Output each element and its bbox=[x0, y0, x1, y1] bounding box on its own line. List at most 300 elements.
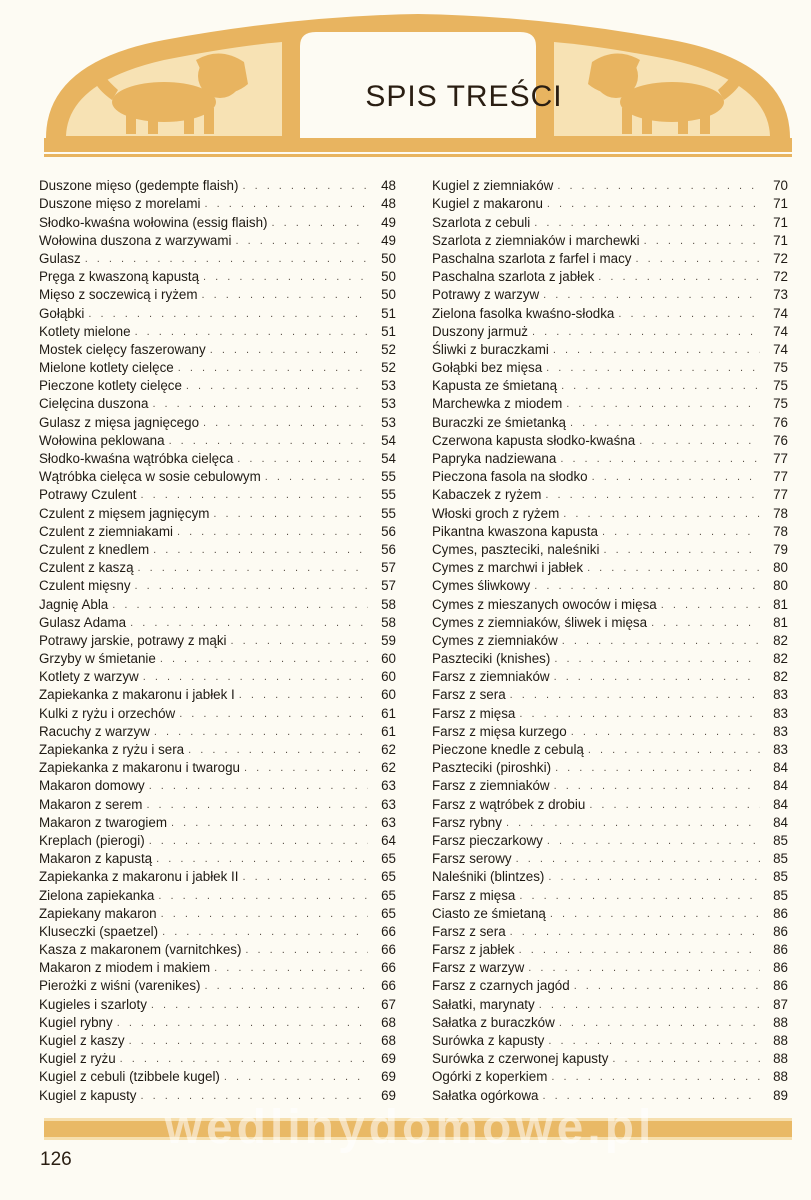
entry-page: 62 bbox=[381, 742, 396, 757]
toc-entry bbox=[432, 431, 788, 449]
entry-page: 77 bbox=[773, 469, 788, 485]
dot-leader bbox=[149, 834, 368, 849]
entry-page: 55 bbox=[381, 469, 396, 485]
entry-page: 60 bbox=[381, 651, 396, 667]
toc-entry bbox=[432, 649, 788, 667]
toc-entry bbox=[39, 776, 396, 794]
toc-entry bbox=[432, 376, 788, 394]
dot-leader bbox=[519, 943, 760, 958]
dot-leader bbox=[224, 1070, 368, 1085]
entry-title: Jagnię Abla bbox=[39, 596, 109, 612]
toc-entry bbox=[39, 194, 396, 212]
entry-title: Papryka nadziewana bbox=[432, 451, 557, 466]
entry-page: 60 bbox=[381, 687, 396, 703]
dot-leader bbox=[570, 416, 760, 431]
entry-title: Mielone kotlety cielęce bbox=[39, 360, 174, 376]
toc-entry bbox=[432, 976, 788, 994]
toc-entry bbox=[432, 776, 788, 794]
toc-entry bbox=[432, 685, 788, 703]
toc-entry bbox=[39, 758, 396, 776]
dot-leader bbox=[562, 634, 760, 649]
dot-leader bbox=[661, 598, 760, 613]
entry-title: Kluseczki (spaetzel) bbox=[39, 923, 159, 939]
dot-leader bbox=[563, 507, 760, 522]
entry-page: 80 bbox=[773, 560, 788, 576]
entry-page: 81 bbox=[773, 614, 788, 630]
entry-page: 82 bbox=[773, 669, 788, 685]
entry-page: 86 bbox=[773, 978, 788, 994]
toc-left-column bbox=[39, 176, 396, 1104]
entry-page: 61 bbox=[381, 705, 396, 721]
toc-entry bbox=[432, 194, 788, 212]
entry-page: 86 bbox=[773, 960, 788, 976]
dot-leader bbox=[554, 670, 760, 685]
entry-title: Farsz z mięsa bbox=[432, 705, 516, 721]
toc-entry bbox=[432, 522, 788, 540]
entry-page: 63 bbox=[381, 796, 396, 812]
toc-entry bbox=[39, 1031, 396, 1049]
entry-page: 82 bbox=[773, 632, 788, 648]
entry-page: 69 bbox=[381, 1069, 396, 1085]
toc-entry bbox=[39, 376, 396, 394]
dot-leader bbox=[152, 397, 368, 412]
entry-page: 84 bbox=[773, 778, 788, 794]
entry-title: Cymes śliwkowy bbox=[432, 578, 531, 594]
toc-entry bbox=[39, 231, 396, 249]
dot-leader bbox=[559, 1016, 760, 1031]
dot-leader bbox=[548, 870, 760, 885]
dot-leader bbox=[574, 979, 760, 994]
entry-title: Buraczki ze śmietanką bbox=[432, 414, 566, 430]
entry-title: Zapiekanka z makaronu i jabłek II bbox=[39, 869, 239, 885]
dot-leader bbox=[589, 798, 760, 813]
entry-title: Surówka z kapusty bbox=[432, 1033, 545, 1048]
dot-leader bbox=[242, 179, 368, 194]
entry-page: 64 bbox=[381, 832, 396, 848]
toc-entry bbox=[432, 449, 788, 467]
entry-page: 63 bbox=[381, 814, 396, 830]
dot-leader bbox=[588, 743, 760, 758]
entry-page: 62 bbox=[381, 760, 396, 776]
dot-leader bbox=[160, 652, 368, 667]
dot-leader bbox=[560, 452, 760, 467]
entry-title: Czulent z ziemniakami bbox=[39, 523, 173, 539]
toc-entry bbox=[432, 394, 788, 412]
dot-leader bbox=[156, 852, 368, 867]
dot-leader bbox=[130, 616, 368, 631]
entry-title: Marchewka z miodem bbox=[432, 396, 563, 412]
dot-leader bbox=[205, 197, 369, 212]
entry-title: Włoski groch z ryżem bbox=[432, 505, 560, 521]
dot-leader bbox=[545, 488, 760, 503]
toc-entry bbox=[39, 667, 396, 685]
entry-title: Kugiel z ziemniaków bbox=[432, 178, 554, 194]
toc-entry bbox=[432, 249, 788, 267]
entry-title: Zielona fasolka kwaśno-słodka bbox=[432, 305, 615, 321]
entry-title: Zielona zapiekanka bbox=[39, 887, 155, 903]
toc-entry bbox=[432, 1067, 788, 1085]
toc-entry bbox=[432, 940, 788, 958]
entry-page: 65 bbox=[381, 869, 396, 885]
entry-page: 53 bbox=[381, 378, 396, 394]
entry-title: Farsz z mięsa kurzego bbox=[432, 723, 567, 739]
entry-title: Sałatki, marynaty bbox=[432, 996, 535, 1012]
entry-title: Makaron domowy bbox=[39, 778, 145, 794]
toc-entry bbox=[39, 813, 396, 831]
entry-page: 77 bbox=[773, 487, 788, 503]
entry-title: Kugiel rybny bbox=[39, 1014, 113, 1030]
entry-title: Paschalna szarlota z jabłek bbox=[432, 269, 595, 285]
dot-leader bbox=[554, 652, 760, 667]
dot-leader bbox=[143, 670, 368, 685]
toc-entry bbox=[39, 522, 396, 540]
entry-page: 86 bbox=[773, 942, 788, 958]
entry-title: Słodko-kwaśna wołowina (essig flaish) bbox=[39, 214, 268, 230]
dot-leader bbox=[203, 270, 368, 285]
entry-title: Farsz z czarnych jagód bbox=[432, 978, 570, 994]
dot-leader bbox=[231, 634, 368, 649]
dot-leader bbox=[141, 488, 369, 503]
entry-title: Farsz z sera bbox=[432, 687, 506, 703]
toc-entry bbox=[39, 740, 396, 758]
entry-page: 61 bbox=[381, 723, 396, 739]
toc-entry bbox=[39, 958, 396, 976]
entry-title: Cymes z mieszanych owoców i mięsa bbox=[432, 596, 657, 612]
toc-entry bbox=[432, 1031, 788, 1049]
dot-leader bbox=[202, 288, 369, 303]
entry-title: Kotlety z warzyw bbox=[39, 669, 139, 685]
dot-leader bbox=[178, 361, 368, 376]
toc-entry bbox=[39, 212, 396, 230]
entry-page: 71 bbox=[773, 232, 788, 248]
toc-entry bbox=[39, 340, 396, 358]
dot-leader bbox=[177, 525, 368, 540]
dot-leader bbox=[162, 925, 368, 940]
entry-title: Makaron z serem bbox=[39, 796, 143, 812]
entry-title: Naleśniki (blintzes) bbox=[432, 869, 545, 885]
entry-title: Pikantna kwaszona kapusta bbox=[432, 523, 598, 539]
toc-entry bbox=[432, 503, 788, 521]
dot-leader bbox=[88, 307, 368, 322]
dot-leader bbox=[602, 525, 760, 540]
entry-page: 55 bbox=[381, 505, 396, 521]
dot-leader bbox=[519, 889, 760, 904]
entry-page: 84 bbox=[773, 814, 788, 830]
entry-page: 52 bbox=[381, 360, 396, 376]
toc-entry bbox=[39, 867, 396, 885]
dot-leader bbox=[548, 1034, 760, 1049]
dot-leader bbox=[154, 725, 368, 740]
entry-page: 56 bbox=[381, 541, 396, 557]
dot-leader bbox=[635, 252, 760, 267]
toc-entry bbox=[432, 904, 788, 922]
dot-leader bbox=[214, 961, 368, 976]
entry-title: Gulasz bbox=[39, 250, 81, 266]
entry-title: Czerwona kapusta słodko-kwaśna bbox=[432, 432, 636, 448]
toc-entry bbox=[39, 594, 396, 612]
dot-leader bbox=[534, 579, 760, 594]
entry-title: Czulent z mięsem jagnięcym bbox=[39, 505, 210, 521]
dot-leader bbox=[171, 816, 368, 831]
dot-leader bbox=[161, 907, 368, 922]
dot-leader bbox=[129, 1034, 368, 1049]
entry-title: Farsz z ziemniaków bbox=[432, 778, 550, 794]
toc-entry bbox=[39, 722, 396, 740]
entry-title: Cymes, paszteciki, naleśniki bbox=[432, 541, 600, 557]
entry-title: Farsz z sera bbox=[432, 923, 506, 939]
entry-page: 66 bbox=[381, 978, 396, 994]
entry-page: 78 bbox=[773, 523, 788, 539]
toc-entry bbox=[39, 685, 396, 703]
entry-page: 55 bbox=[381, 487, 396, 503]
entry-title: Duszone mięso (gedempte flaish) bbox=[39, 178, 239, 194]
toc-entry bbox=[39, 1013, 396, 1031]
toc-entry bbox=[432, 703, 788, 721]
entry-page: 83 bbox=[773, 723, 788, 739]
dot-leader bbox=[551, 1070, 760, 1085]
toc-entry bbox=[432, 594, 788, 612]
toc-right-column bbox=[432, 176, 788, 1104]
entry-page: 50 bbox=[381, 250, 396, 266]
dot-leader bbox=[85, 252, 368, 267]
entry-page: 72 bbox=[773, 250, 788, 266]
entry-page: 83 bbox=[773, 687, 788, 703]
entry-title: Pieczone knedle z cebulą bbox=[432, 742, 584, 757]
dot-leader bbox=[149, 779, 368, 794]
entry-page: 49 bbox=[381, 232, 396, 248]
dot-leader bbox=[271, 216, 368, 231]
toc-entry bbox=[432, 740, 788, 758]
entry-title: Paschalna szarlota z farfel i macy bbox=[432, 250, 632, 266]
entry-title: Paszteciki (knishes) bbox=[432, 651, 551, 667]
toc-entry bbox=[432, 467, 788, 485]
entry-title: Kugiel z ryżu bbox=[39, 1051, 116, 1067]
entry-title: Pierożki z wiśni (varenikes) bbox=[39, 978, 201, 994]
dot-leader bbox=[506, 816, 760, 831]
entry-page: 80 bbox=[773, 578, 788, 594]
entry-title: Kabaczek z ryżem bbox=[432, 487, 542, 503]
dot-leader bbox=[244, 761, 368, 776]
entry-title: Pręga z kwaszoną kapustą bbox=[39, 269, 200, 285]
entry-title: Farsz serowy bbox=[432, 851, 512, 867]
toc-entry bbox=[432, 885, 788, 903]
dot-leader bbox=[186, 379, 368, 394]
entry-title: Sałatka z buraczków bbox=[432, 1014, 555, 1030]
dot-leader bbox=[532, 325, 760, 340]
toc-entry bbox=[39, 431, 396, 449]
entry-page: 84 bbox=[773, 796, 788, 812]
entry-title: Kotlety mielone bbox=[39, 323, 131, 339]
toc-entry bbox=[39, 885, 396, 903]
entry-title: Cymes z marchwi i jabłek bbox=[432, 560, 584, 576]
entry-page: 57 bbox=[381, 578, 396, 594]
toc-entry bbox=[39, 831, 396, 849]
entry-page: 63 bbox=[381, 778, 396, 794]
dot-leader bbox=[213, 507, 368, 522]
entry-page: 60 bbox=[381, 669, 396, 685]
entry-page: 59 bbox=[381, 632, 396, 648]
entry-title: Farsz z warzyw bbox=[432, 960, 525, 976]
dot-leader bbox=[555, 761, 760, 776]
entry-page: 68 bbox=[381, 1033, 396, 1048]
dot-leader bbox=[651, 616, 760, 631]
toc-entry bbox=[432, 558, 788, 576]
toc-entry bbox=[432, 722, 788, 740]
entry-title: Czulent z kaszą bbox=[39, 560, 134, 576]
entry-title: Gołąbki bez mięsa bbox=[432, 360, 543, 376]
entry-title: Duszone mięso z morelami bbox=[39, 196, 201, 212]
dot-leader bbox=[561, 379, 760, 394]
toc-entry bbox=[432, 631, 788, 649]
entry-title: Sałatka ogórkowa bbox=[432, 1087, 539, 1103]
dot-leader bbox=[528, 961, 760, 976]
entry-page: 77 bbox=[773, 451, 788, 466]
entry-page: 48 bbox=[381, 178, 396, 194]
toc-entry bbox=[39, 1049, 396, 1067]
dot-leader bbox=[546, 361, 760, 376]
dot-leader bbox=[188, 743, 368, 758]
dot-leader bbox=[543, 288, 760, 303]
entry-page: 74 bbox=[773, 323, 788, 339]
dot-leader bbox=[603, 543, 760, 558]
entry-title: Kugiel z kaszy bbox=[39, 1033, 125, 1048]
toc-entry bbox=[39, 794, 396, 812]
entry-page: 81 bbox=[773, 596, 788, 612]
entry-title: Pieczona fasola na słodko bbox=[432, 469, 588, 485]
entry-title: Potrawy Czulent bbox=[39, 487, 137, 503]
entry-page: 74 bbox=[773, 305, 788, 321]
dot-leader bbox=[237, 452, 368, 467]
dot-leader bbox=[169, 434, 368, 449]
entry-page: 84 bbox=[773, 760, 788, 776]
entry-page: 58 bbox=[381, 614, 396, 630]
entry-page: 66 bbox=[381, 942, 396, 958]
entry-title: Cielęcina duszona bbox=[39, 396, 149, 412]
toc-entry bbox=[432, 540, 788, 558]
toc-entry bbox=[432, 667, 788, 685]
toc-entry bbox=[39, 485, 396, 503]
toc-entry bbox=[432, 176, 788, 194]
dot-leader bbox=[519, 707, 760, 722]
entry-title: Kugiel z makaronu bbox=[432, 196, 543, 212]
dot-leader bbox=[534, 216, 760, 231]
dot-leader bbox=[153, 543, 368, 558]
dot-leader bbox=[203, 416, 368, 431]
entry-page: 76 bbox=[773, 414, 788, 430]
entry-page: 82 bbox=[773, 651, 788, 667]
dot-leader bbox=[146, 798, 368, 813]
entry-title: Kugiel z cebuli (tzibbele kugel) bbox=[39, 1069, 220, 1085]
toc-entry bbox=[39, 394, 396, 412]
entry-title: Makaron z miodem i makiem bbox=[39, 960, 211, 976]
dot-leader bbox=[265, 470, 368, 485]
toc-entry bbox=[39, 249, 396, 267]
entry-title: Słodko-kwaśna wątróbka cielęca bbox=[39, 451, 234, 466]
toc-entry bbox=[39, 904, 396, 922]
dot-leader bbox=[547, 197, 760, 212]
entry-page: 86 bbox=[773, 905, 788, 921]
dot-leader bbox=[587, 561, 760, 576]
page-title: SPIS TREŚCI bbox=[365, 80, 563, 113]
toc-entry bbox=[432, 267, 788, 285]
toc-entry bbox=[432, 303, 788, 321]
entry-title: Makaron z kapustą bbox=[39, 851, 153, 867]
toc-entry bbox=[39, 322, 396, 340]
entry-page: 50 bbox=[381, 269, 396, 285]
toc-entry bbox=[432, 922, 788, 940]
toc-entry bbox=[432, 231, 788, 249]
entry-page: 88 bbox=[773, 1069, 788, 1085]
entry-page: 83 bbox=[773, 705, 788, 721]
toc-entry bbox=[39, 922, 396, 940]
entry-page: 85 bbox=[773, 869, 788, 885]
entry-page: 65 bbox=[381, 887, 396, 903]
toc-entry bbox=[432, 613, 788, 631]
entry-page: 85 bbox=[773, 851, 788, 867]
entry-title: Wątróbka cielęca w sosie cebulowym bbox=[39, 469, 261, 485]
header-line bbox=[44, 154, 792, 157]
entry-title: Szarlota z ziemniaków i marchewki bbox=[432, 232, 640, 248]
entry-page: 56 bbox=[381, 523, 396, 539]
dot-leader bbox=[644, 234, 760, 249]
entry-page: 85 bbox=[773, 832, 788, 848]
dot-leader bbox=[245, 943, 368, 958]
entry-page: 89 bbox=[773, 1087, 788, 1103]
entry-title: Gulasz z mięsa jagnięcego bbox=[39, 414, 200, 430]
toc-entry bbox=[39, 540, 396, 558]
entry-title: Farsz z jabłek bbox=[432, 942, 515, 958]
entry-page: 50 bbox=[381, 287, 396, 303]
entry-page: 53 bbox=[381, 414, 396, 430]
toc-entry bbox=[39, 358, 396, 376]
dot-leader bbox=[566, 397, 760, 412]
toc-entry bbox=[432, 485, 788, 503]
entry-page: 54 bbox=[381, 432, 396, 448]
toc-entry bbox=[432, 813, 788, 831]
entry-page: 51 bbox=[381, 323, 396, 339]
toc-entry bbox=[432, 576, 788, 594]
toc-entry bbox=[432, 358, 788, 376]
dot-leader bbox=[236, 234, 368, 249]
toc-entry bbox=[39, 503, 396, 521]
entry-title: Duszony jarmuż bbox=[432, 323, 528, 339]
watermark: wedlinydomowe.pl bbox=[164, 1101, 656, 1154]
toc-entry bbox=[39, 267, 396, 285]
entry-page: 86 bbox=[773, 923, 788, 939]
entry-page: 85 bbox=[773, 887, 788, 903]
dot-leader bbox=[239, 688, 368, 703]
entry-page: 75 bbox=[773, 360, 788, 376]
toc-entry bbox=[432, 322, 788, 340]
entry-title: Ciasto ze śmietaną bbox=[432, 905, 546, 921]
entry-title: Kasza z makaronem (varnitchkes) bbox=[39, 942, 242, 958]
entry-page: 76 bbox=[773, 432, 788, 448]
entry-page: 72 bbox=[773, 269, 788, 285]
toc-entry bbox=[39, 613, 396, 631]
dot-leader bbox=[179, 707, 368, 722]
entry-page: 66 bbox=[381, 960, 396, 976]
toc-entry bbox=[39, 940, 396, 958]
toc-entry bbox=[432, 285, 788, 303]
dot-leader bbox=[547, 834, 760, 849]
dot-leader bbox=[639, 434, 760, 449]
entry-page: 53 bbox=[381, 396, 396, 412]
entry-page: 88 bbox=[773, 1033, 788, 1048]
toc-entry bbox=[39, 1067, 396, 1085]
entry-page: 51 bbox=[381, 305, 396, 321]
dot-leader bbox=[510, 688, 760, 703]
entry-title: Racuchy z warzyw bbox=[39, 723, 150, 739]
